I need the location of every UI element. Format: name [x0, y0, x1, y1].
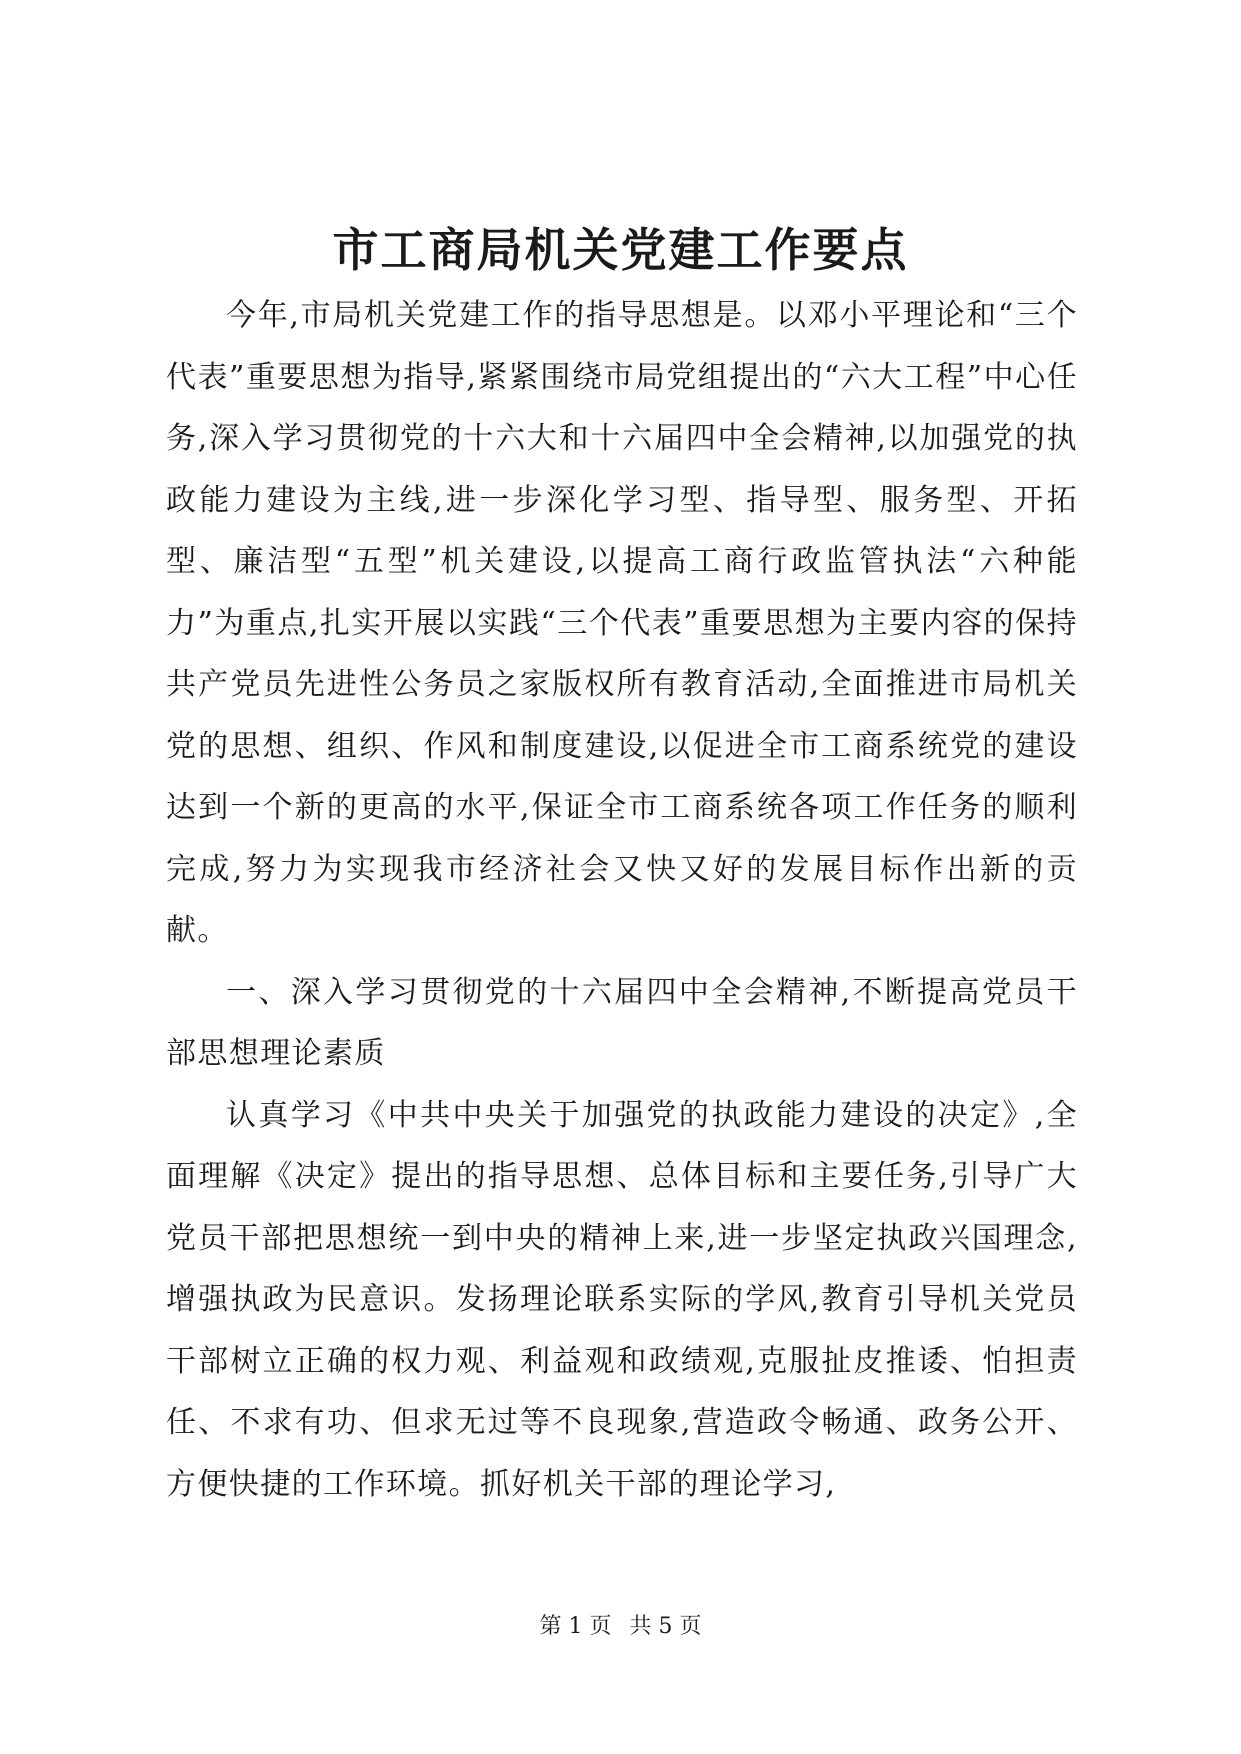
page-number-current: 第 1 页 [539, 1614, 612, 1639]
page-number-total: 共 5 页 [629, 1614, 702, 1639]
paragraph-study: 认真学习《中共中央关于加强党的执政能力建设的决定》,全面理解《决定》提出的指导思想、总体目标和主要任务,引导广大党员干部把思想统一到中央的精神上来,进一步坚定执政兴国理念,增强执政为民意识。发扬理论联系实际的学风,教育引导机关党员干部树立正确的权力观、利益观和政绩观,克服扯皮推诿、怕担责任、不求有功、但求无过等不良现象,营造政令畅通、政务公开、方便快捷的工作环境。抓好机关干部的理论学习, [166, 1097, 1078, 1502]
document-body [166, 285, 1078, 1515]
page-footer [0, 1612, 1241, 1642]
paragraph-guiding-ideology: 今年,市局机关党建工作的指导思想是。以邓小平理论和“三个代表”重要思想为指导,紧紧围绕市局党组提出的“六大工程”中心任务,深入学习贯彻党的十六大和十六届四中全会精神,以加强党的执政能力建设为主线,进一步深化学习型、指导型、服务型、开拓型、廉洁型“五型”机关建设,以提高工商行政监管执法“六种能力”为重点,扎实开展以实践“三个代表”重要思想为主要内容的保持共产党员先进性公务员之家版权所有教育活动,全面推进市局机关党的思想、组织、作风和制度建设,以促进全市工商系统党的建设达到一个新的更高的水平,保证全市工商系统各项工作任务的顺利完成,努力为实现我市经济社会又快又好的发展目标作出新的贡献。 [166, 298, 1078, 948]
section-heading-1: 一、深入学习贯彻党的十六届四中全会精神,不断提高党员干部思想理论素质 [166, 974, 1078, 1071]
document-title: 市工商局机关党建工作要点 [332, 223, 909, 277]
